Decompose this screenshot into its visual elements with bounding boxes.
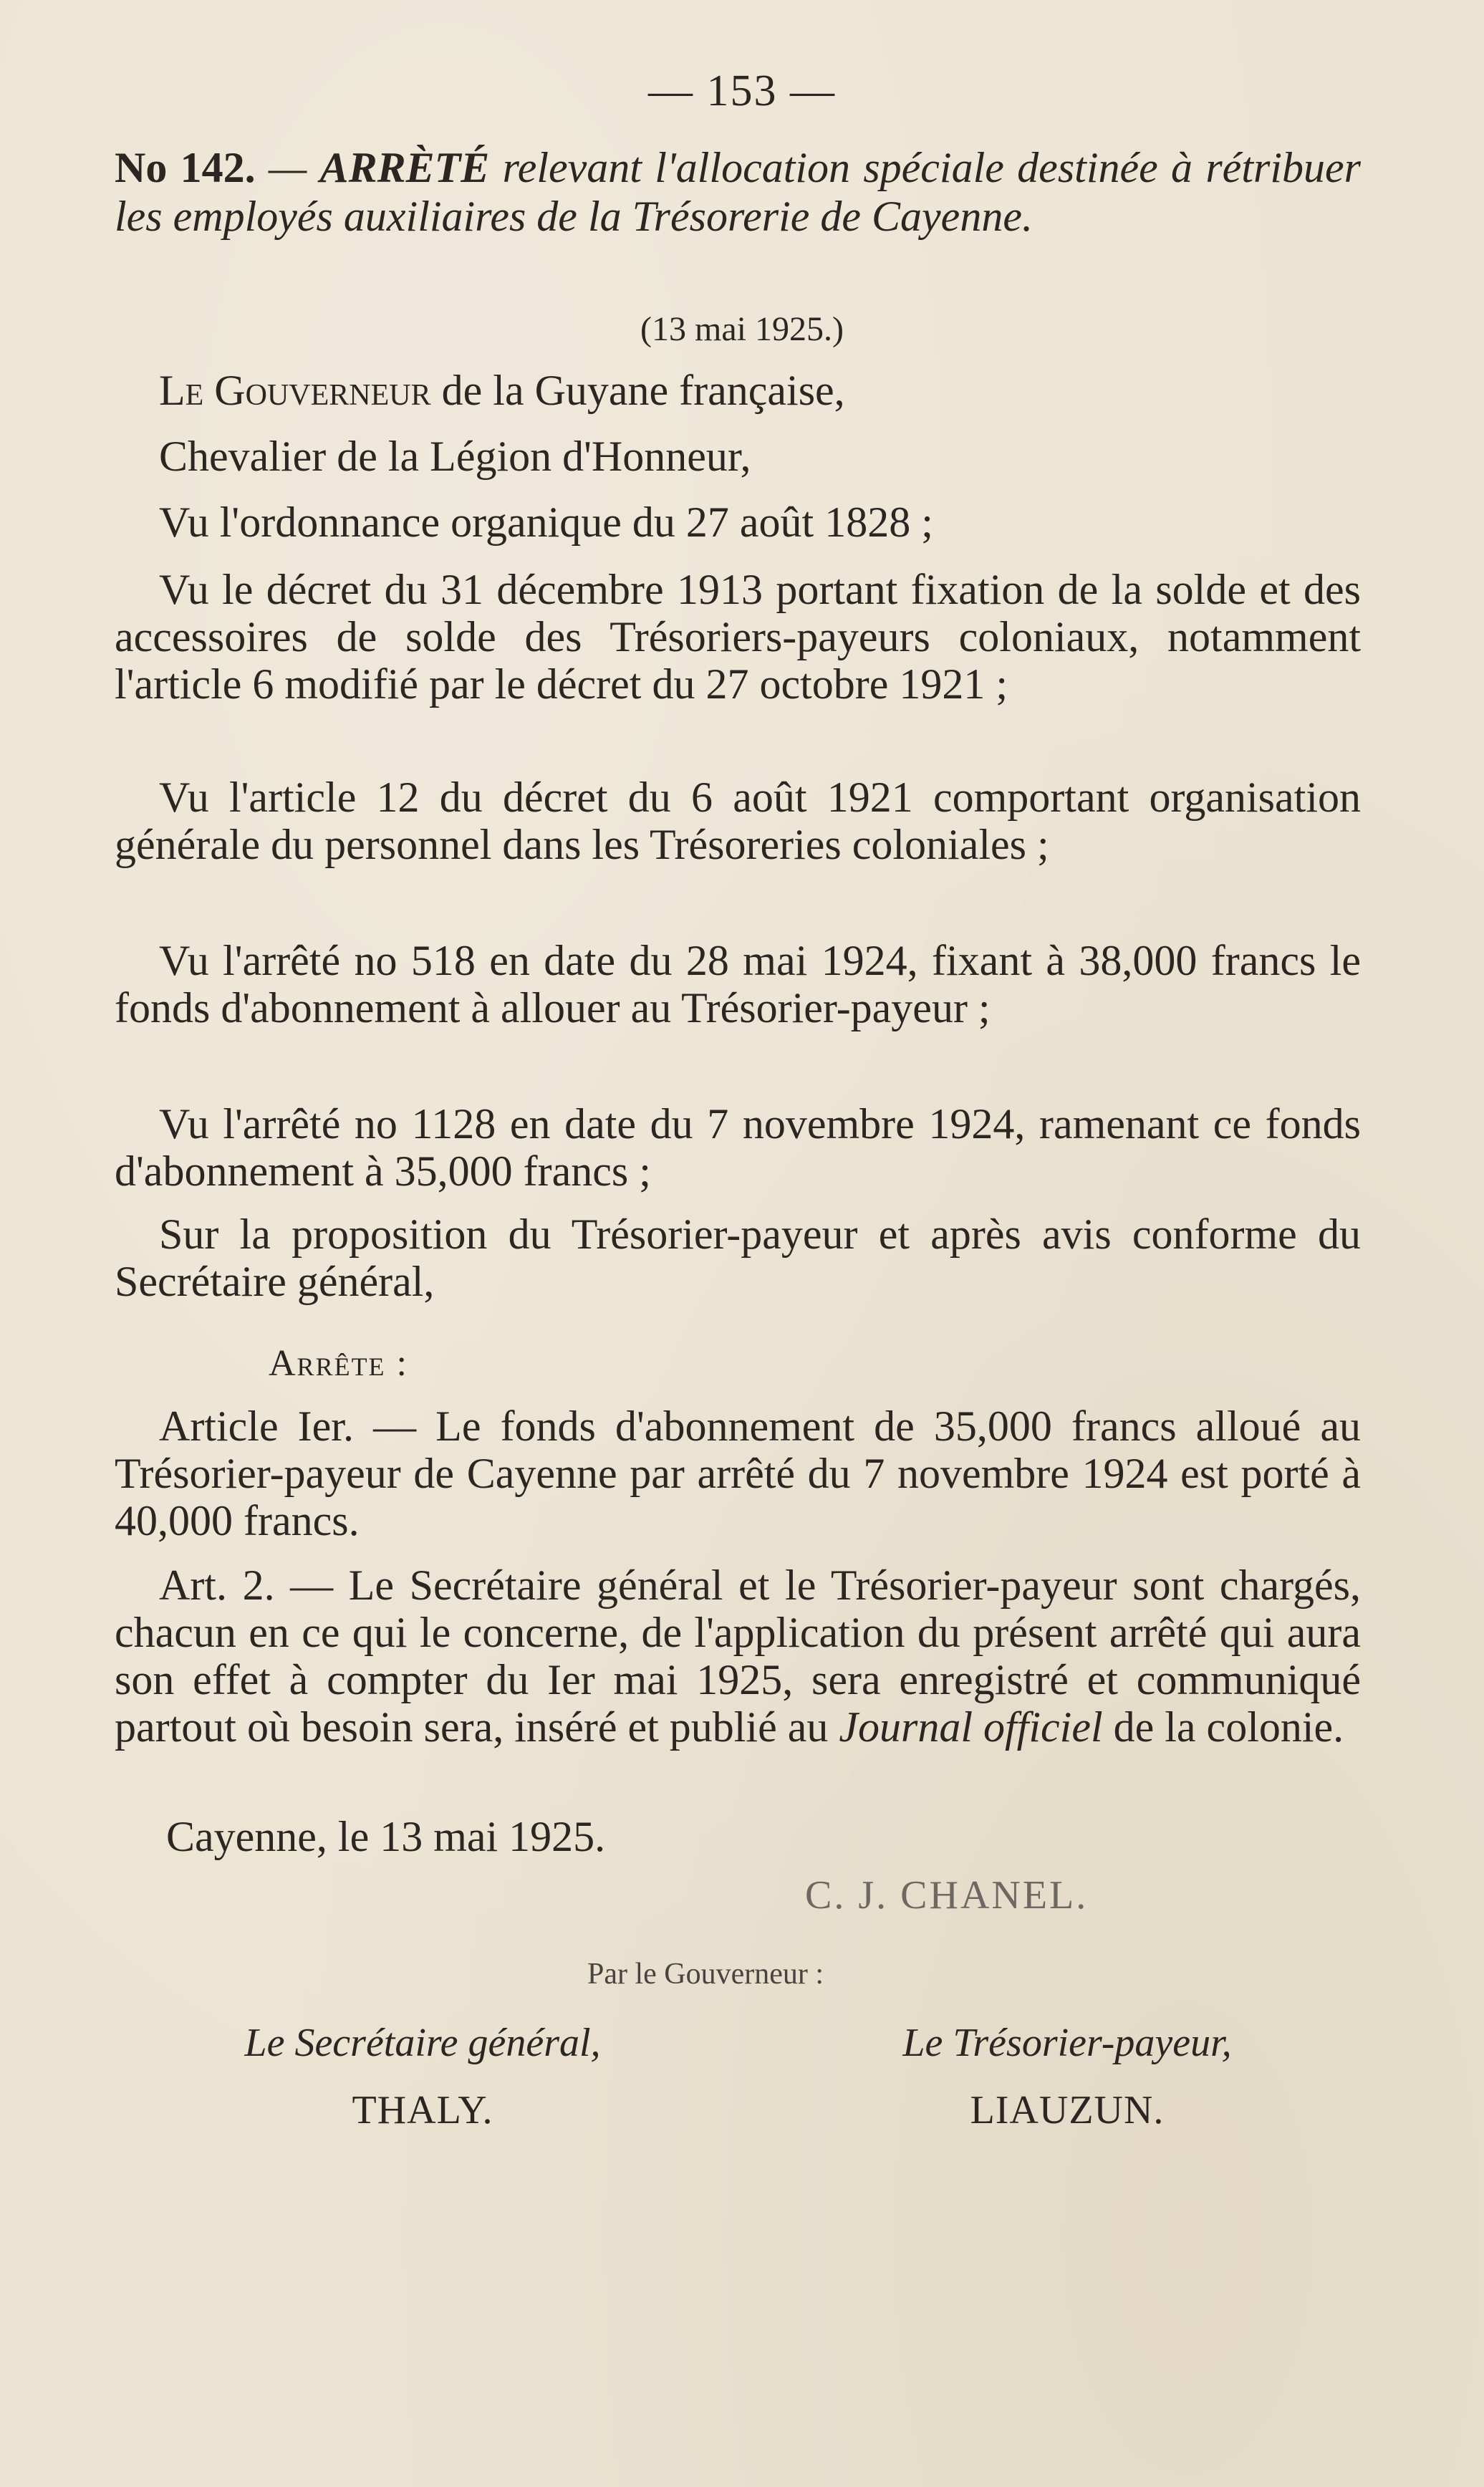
gouverneur-line: [115, 367, 1361, 414]
article-1: Article Ier. — Le fonds d'abonnement de 35,000 francs alloué au Trésorier-payeur de Cayenne par arrêté du 7 novembre 1924 est porté à 40,000 francs.: [115, 1403, 1361, 1544]
decree-subject: relevant l'allocation spéciale destinée à rétribuer les employés auxiliaires de la Trésorerie de Cayenne.: [115, 144, 1361, 240]
title-dash: —: [255, 144, 320, 191]
place-date: Cayenne, le 13 mai 1925.: [166, 1813, 606, 1860]
signatory-name: THALY.: [352, 2088, 493, 2132]
gouverneur-rest: de la Guyane française,: [430, 367, 845, 414]
signatory-role: Le Trésorier-payeur,: [902, 2021, 1232, 2065]
decree-title: [115, 143, 1361, 241]
gouverneur-title: Le Gouverneur: [159, 367, 431, 414]
signatory-tresorier: [831, 2020, 1304, 2133]
journal-officiel: Journal officiel: [839, 1703, 1103, 1751]
signatory-secretaire: [186, 2020, 659, 2133]
decree-heading: ARRÈTÉ: [319, 144, 490, 191]
sur-proposition: Sur la proposition du Trésorier-payeur et après avis conforme du Secrétaire général,: [115, 1211, 1361, 1305]
arrete-heading: Arrête :: [269, 1343, 408, 1384]
signatory-role: Le Secrétaire général,: [244, 2021, 601, 2065]
chevalier-line: Chevalier de la Légion d'Honneur,: [159, 433, 751, 480]
decree-date: (13 mai 1925.): [640, 310, 844, 348]
vu-decret-1913: Vu le décret du 31 décembre 1913 portant fixation de la solde et des accessoires de solde des Trésoriers-payeurs coloniaux, notamment l'article 6 modifié par le décret du 27 octobre 1921 ;: [115, 566, 1361, 708]
vu-arrete-1128: Vu l'arrêté no 1128 en date du 7 novembre 1924, ramenant ce fonds d'abonnement à 35,000 francs ;: [115, 1100, 1361, 1195]
vu-article-12: Vu l'article 12 du décret du 6 août 1921 comportant organisation générale du personnel dans les Trésoreries coloniales ;: [115, 774, 1361, 868]
article-2-body: Art. 2. — Le Secrétaire général et le Trésorier-payeur sont chargés, chacun en ce qui le concerne, de l'application du présent arrêté qui aura son effet à compter du Ier mai 1925, sera enregistré et communiqué partout où besoin sera, inséré et publié au: [115, 1562, 1361, 1751]
governor-signature: C. J. CHANEL.: [805, 1873, 1089, 1918]
signatory-name: LIAUZUN.: [970, 2088, 1165, 2132]
vu-arrete-518: Vu l'arrêté no 518 en date du 28 mai 1924, fixant à 38,000 francs le fonds d'abonnement à allouer au Trésorier-payeur ;: [115, 937, 1361, 1031]
page-number: — 153 —: [648, 67, 836, 115]
article-2: [115, 1562, 1361, 1751]
article-2-end: de la colonie.: [1102, 1703, 1344, 1751]
par-le-gouverneur: Par le Gouverneur :: [587, 1958, 824, 1991]
vu-ordonnance: Vu l'ordonnance organique du 27 août 1828 ;: [159, 499, 933, 546]
decree-number: No 142.: [115, 144, 256, 191]
